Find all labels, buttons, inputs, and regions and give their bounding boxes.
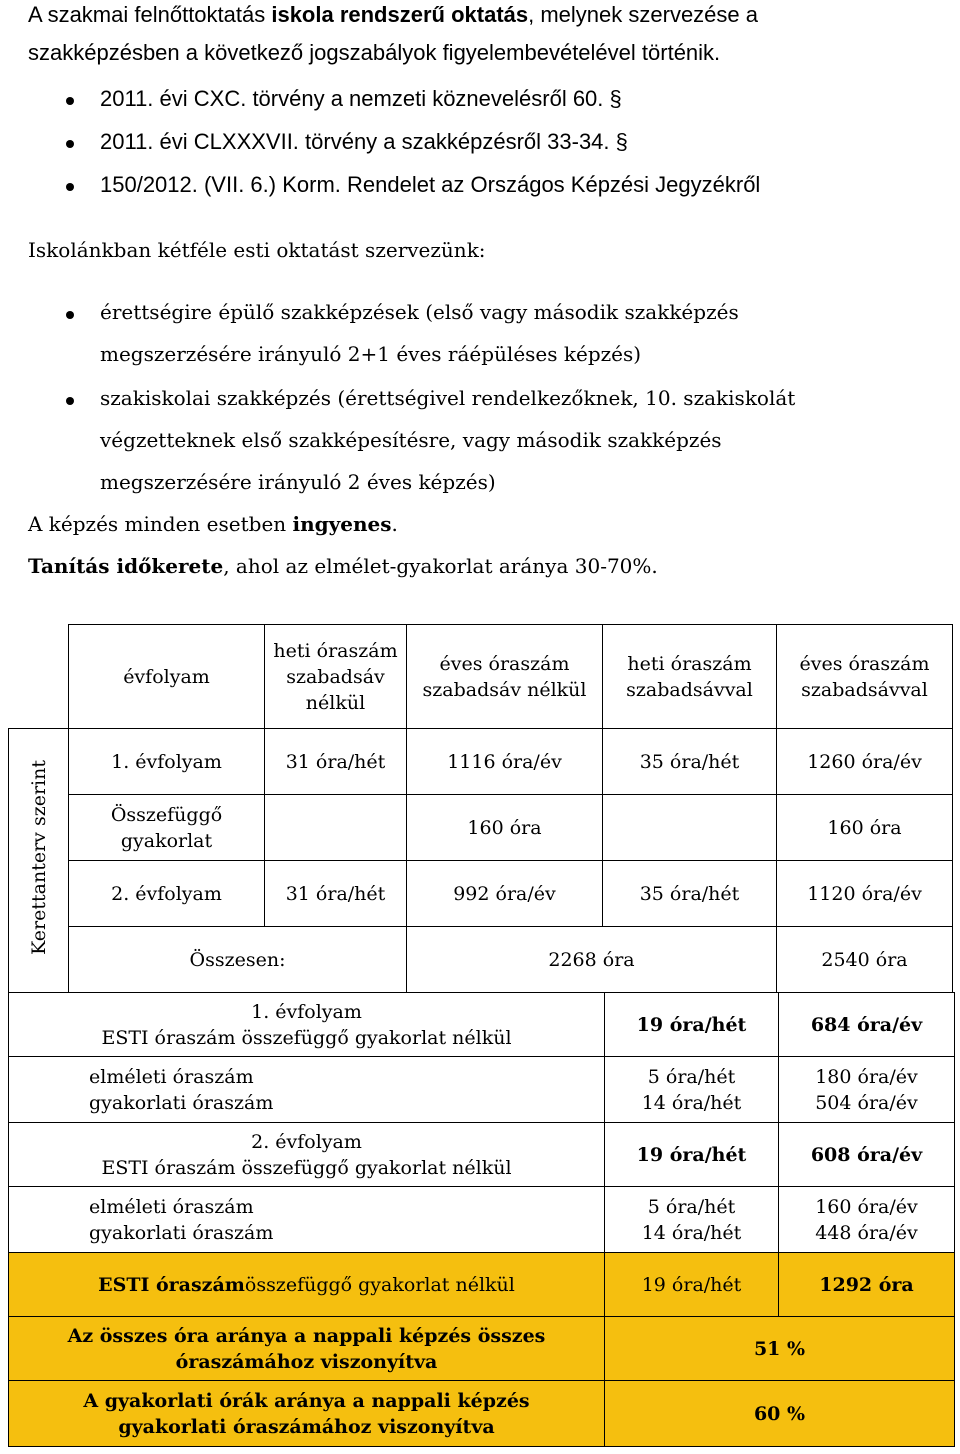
table-cell [779,1057,955,1123]
type-item-line: érettségire épülő szakképzések (első vagy második szakképzés [100,300,739,324]
table-cell: 19 óra/hét [605,993,779,1057]
table-cell: 35 óra/hét [603,729,777,795]
total-rest: összefüggő gyakorlat nélkül [244,1273,515,1296]
intro-text: , melynek szervezése a [528,2,758,27]
practice-year: 504 óra/év [815,1091,918,1114]
free-text: . [391,512,398,536]
theory-label: elméleti óraszám [89,1195,254,1218]
column-header: évfolyam [69,625,265,729]
table-row [9,993,955,1057]
year-title: 1. évfolyam [251,1000,362,1023]
free-text: A képzés minden esetben [28,512,293,536]
law-item: 2011. évi CXC. törvény a nemzeti köznevelésről 60. § [100,86,622,111]
table-row [9,1187,955,1253]
ratio-value: 51 % [605,1317,955,1381]
type-item-line: szakiskolai szakképzés (érettségivel rendelkezőknek, 10. szakiskolát [100,386,796,410]
table-cell: 2. évfolyam [69,861,265,927]
table-cell [265,795,407,861]
table-row [9,795,953,861]
total-label: Összesen: [69,927,407,993]
time-bold: Tanítás időkerete [28,554,224,578]
table-header-row [9,625,953,729]
bullet-icon [66,97,74,105]
total-value: 2540 óra [777,927,953,993]
total-row [9,1253,955,1317]
ratio-label: A gyakorlati órák aránya a nappali képzés gyakorlati óraszámához viszonyítva [9,1381,605,1447]
table-cell: 19 óra/hét [605,1123,779,1187]
practice-year: 448 óra/év [815,1221,918,1244]
table-cell: Összefüggő gyakorlat [69,795,265,861]
table-cell: 19 óra/hét [605,1253,779,1317]
ratio-row [9,1381,955,1447]
table-cell: 160 óra [407,795,603,861]
year-subtitle: ESTI óraszám összefüggő gyakorlat nélkül [101,1026,512,1049]
ratio-row [9,1317,955,1381]
practice-label: gyakorlati óraszám [89,1221,274,1244]
empty-cell [9,625,69,729]
table-row [9,861,953,927]
table-cell [779,1187,955,1253]
intro-line-1 [28,2,758,28]
table-row [9,1123,955,1187]
table-cell: 608 óra/év [779,1123,955,1187]
column-header: éves óraszám szabadsávval [777,625,953,729]
theory-week: 5 óra/hét [647,1065,736,1088]
breakdown-cell [9,1057,605,1123]
bullet-icon [66,183,74,191]
table-cell: 35 óra/hét [603,861,777,927]
intro-text: A szakmai felnőttoktatás [28,2,272,27]
law-item: 150/2012. (VII. 6.) Korm. Rendelet az Országos Képzési Jegyzékről [100,172,761,197]
evening-table [8,992,955,1447]
total-bold: ESTI óraszám [98,1273,245,1296]
practice-week: 14 óra/hét [641,1221,742,1244]
year-cell [9,993,605,1057]
type-item-line: megszerzésére irányuló 2 éves képzés) [100,470,496,494]
intro-bold: iskola rendszerű oktatás [271,2,529,27]
table-cell [605,1057,779,1123]
practice-week: 14 óra/hét [641,1091,742,1114]
side-label-cell [9,729,69,993]
practice-label: gyakorlati óraszám [89,1091,274,1114]
table-cell [603,795,777,861]
table-cell: 992 óra/év [407,861,603,927]
type-item-line: megszerzésére irányuló 2+1 éves ráépüléses képzés) [100,342,642,366]
ratio-label: Az összes óra aránya a nappali képzés összes óraszámához viszonyítva [9,1317,605,1381]
type-item-line: végzetteknek első szakképesítésre, vagy második szakképzés [100,428,722,452]
free-bold: ingyenes [292,512,392,536]
ratio-value: 60 % [605,1381,955,1447]
theory-week: 5 óra/hét [647,1195,736,1218]
bullet-icon [66,397,74,405]
theory-year: 160 óra/év [815,1195,918,1218]
year-title: 2. évfolyam [251,1130,362,1153]
theory-label: elméleti óraszám [89,1065,254,1088]
table-cell [605,1187,779,1253]
free-note [28,512,398,536]
table-cell: 1292 óra [779,1253,955,1317]
year-subtitle: ESTI óraszám összefüggő gyakorlat nélkül [101,1156,512,1179]
curriculum-table [8,624,953,993]
column-header: heti óraszám szabadsáv nélkül [265,625,407,729]
table-cell: 31 óra/hét [265,729,407,795]
column-header: heti óraszám szabadsávval [603,625,777,729]
table-cell: 1120 óra/év [777,861,953,927]
types-intro: Iskolánkban kétféle esti oktatást szervezünk: [28,238,486,262]
table-cell: 160 óra [777,795,953,861]
total-label-cell [9,1253,605,1317]
total-value: 2268 óra [407,927,777,993]
table-cell: 31 óra/hét [265,861,407,927]
table-cell: 1. évfolyam [69,729,265,795]
theory-year: 180 óra/év [815,1065,918,1088]
table-cell: 1260 óra/év [777,729,953,795]
intro-line-2: szakképzésben a következő jogszabályok figyelembevételével történik. [28,40,721,65]
bullet-icon [66,140,74,148]
year-cell [9,1123,605,1187]
column-header: éves óraszám szabadsáv nélkül [407,625,603,729]
law-item: 2011. évi CLXXXVII. törvény a szakképzésről 33-34. § [100,129,628,154]
table-cell: 1116 óra/év [407,729,603,795]
breakdown-cell [9,1187,605,1253]
table-row [9,729,953,795]
table-cell: 684 óra/év [779,993,955,1057]
table-row [9,1057,955,1123]
bullet-icon [66,311,74,319]
total-row [9,927,953,993]
side-label: Kerettanterv szerint [27,759,50,955]
time-text: , ahol az elmélet-gyakorlat aránya 30-70%. [223,554,658,578]
time-note [28,554,658,578]
